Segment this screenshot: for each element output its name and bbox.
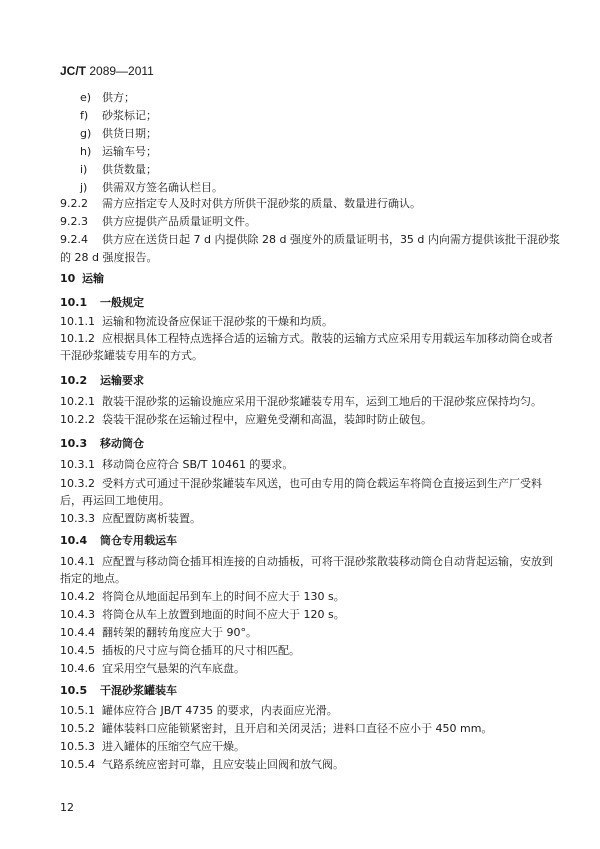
list-item: i) 供货数量； — [80, 163, 157, 176]
page-number: 12 — [60, 801, 74, 814]
clause-10-1-2: 10.1.2 应根据具体工程特点选择合适的运输方式。散装的运输方式应采用专用载运车加移动筒仓或者 — [60, 332, 553, 345]
clause-10-4-5: 10.4.5 插板的尺寸应与筒仓插耳的尺寸相匹配。 — [60, 644, 300, 657]
clause-10-5-1: 10.5.1 罐体应符合 JB/T 4735 的要求，内表面应光滑。 — [60, 704, 338, 717]
clause-9-2-4: 9.2.4 供方应在送货日起 7 d 内提供除 28 d 强度外的质量证明书，35 d 内向需方提供该批干混砂浆 — [60, 233, 560, 246]
clause-9-2-3: 9.2.3 供方应提供产品质量证明文件。 — [60, 215, 256, 228]
clause-10-4-4: 10.4.4 翻转架的翻转角度应大于 90°。 — [60, 626, 257, 639]
running-header — [60, 64, 154, 78]
section-10-3-heading: 10.3 移动筒仓 — [60, 437, 144, 450]
clause-10-4-3: 10.4.3 将筒仓从车上放置到地面的时间不应大于 120 s。 — [60, 608, 345, 621]
list-item: f) 砂浆标记； — [80, 109, 157, 122]
standard-code: JC/T — [60, 64, 87, 78]
section-10-1-heading: 10.1 一般规定 — [60, 296, 144, 309]
standard-number: 2089—2011 — [89, 64, 154, 78]
clause-10-4-1-cont: 指定的地点。 — [60, 572, 126, 585]
clause-10-4-6: 10.4.6 宜采用空气悬架的汽车底盘。 — [60, 662, 245, 675]
clause-10-3-3: 10.3.3 应配置防离析装置。 — [60, 512, 201, 525]
clause-10-3-2-cont: 后，再运回工地使用。 — [60, 494, 170, 507]
clause-10-3-1: 10.3.1 移动筒仓应符合 SB/T 10461 的要求。 — [60, 458, 294, 471]
clause-9-2-2: 9.2.2 需方应指定专人及时对供方所供干混砂浆的质量、数量进行确认。 — [60, 197, 421, 210]
section-10-5-heading: 10.5 干混砂浆罐装车 — [60, 684, 177, 697]
list-item: h) 运输车号； — [80, 145, 157, 158]
clause-10-5-2: 10.5.2 罐体装料口应能锁紧密封，且开启和关闭灵活；进料口直径不应小于 450 mm。 — [60, 722, 493, 735]
clause-10-1-1: 10.1.1 运输和物流设备应保证干混砂浆的干燥和均质。 — [60, 315, 333, 328]
clause-10-3-2: 10.3.2 受料方式可通过干混砂浆罐装车风送，也可由专用的筒仓载运车将筒仓直接运到生产厂受料 — [60, 477, 542, 490]
section-10-4-heading: 10.4 筒仓专用载运车 — [60, 534, 177, 547]
clause-10-2-1: 10.2.1 散装干混砂浆的运输设施应采用干混砂浆罐装专用车，运到工地后的干混砂浆应保持均匀。 — [60, 395, 542, 408]
section-10-2-heading: 10.2 运输要求 — [60, 374, 144, 387]
clause-10-4-1: 10.4.1 应配置与移动筒仓插耳相连接的自动插板，可将干混砂浆散装移动筒仓自动背起运输，安放到 — [60, 555, 553, 568]
clause-9-2-4-cont: 的 28 d 强度报告。 — [60, 251, 158, 264]
clause-10-4-2: 10.4.2 将筒仓从地面起吊到车上的时间不应大于 130 s。 — [60, 590, 345, 603]
list-item: j) 供需双方签名确认栏目。 — [80, 181, 223, 194]
clause-10-1-2-cont: 干混砂浆罐装专用车的方式。 — [60, 349, 203, 362]
clause-10-2-2: 10.2.2 袋装干混砂浆在运输过程中，应避免受潮和高温，装卸时防止破包。 — [60, 413, 432, 426]
list-item: e) 供方； — [80, 91, 135, 104]
list-item: g) 供货日期； — [80, 127, 157, 140]
clause-10-5-3: 10.5.3 进入罐体的压缩空气应干燥。 — [60, 740, 245, 753]
clause-10-5-4: 10.5.4 气路系统应密封可靠，且应安装止回阀和放气阀。 — [60, 758, 344, 771]
section-10-heading: 10 运输 — [60, 272, 104, 285]
